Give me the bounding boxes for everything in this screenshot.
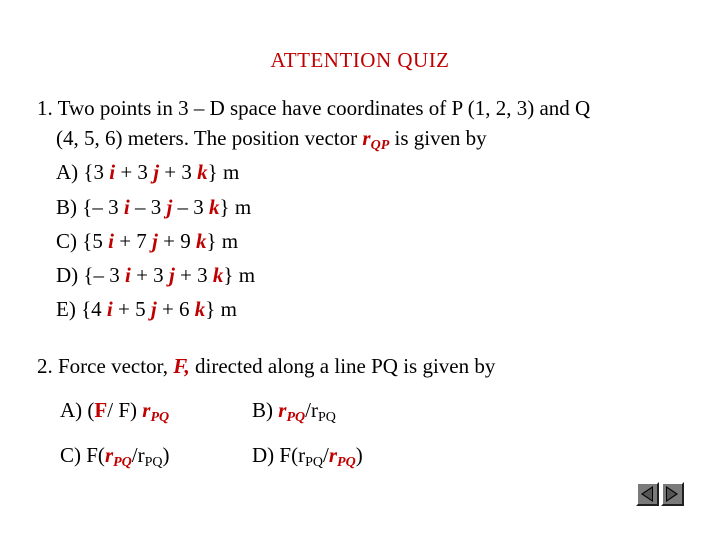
q1-option-c: C) {5 i + 7 j + 9 k} m bbox=[56, 229, 239, 253]
q1-option-e: E) {4 i + 5 j + 6 k} m bbox=[56, 297, 237, 321]
q2-option-d: D) $F(r_{PQ}/r_{PQ})$ bbox=[252, 443, 363, 470]
q1-option-a: A) {3 i + 3 j + 3 k} m bbox=[56, 160, 240, 184]
q2-option-b: B) $r_{PQ}/r_{PQ}$ bbox=[252, 398, 336, 425]
slide-navigation bbox=[636, 482, 684, 506]
q1-line-1 bbox=[37, 96, 590, 121]
force-vector-symbol: F, bbox=[173, 354, 190, 378]
forward-triangle-icon bbox=[663, 484, 682, 504]
q2-line: 2. Force vector, F, directed along a line PQ is given by bbox=[37, 354, 496, 378]
q2-option-c: C) $F(r_{PQ}/r_{PQ})$ bbox=[60, 443, 170, 470]
slide-title: ATTENTION QUIZ bbox=[270, 48, 450, 72]
q1-option-b: B) {– 3 i – 3 j – 3 k} m bbox=[56, 195, 252, 219]
q1-text-3: is given by bbox=[389, 126, 487, 150]
previous-slide-button[interactable] bbox=[636, 482, 659, 506]
q1-text-1: 1. Two points in 3 – D space have coordinates of P (1, 2, 3) and Q bbox=[37, 96, 591, 120]
position-vector-symbol: $r_{QP}$ bbox=[362, 126, 390, 153]
q1-text-2: (4, 5, 6) meters. The position vector bbox=[56, 126, 363, 150]
back-triangle-icon bbox=[638, 484, 657, 504]
q2-option-a: A) (F/ F) $r_{PQ}$ bbox=[60, 398, 170, 425]
next-slide-button[interactable] bbox=[661, 482, 684, 506]
q1-option-d: D) {– 3 i + 3 j + 3 k} m bbox=[56, 263, 256, 287]
q1-line-2 bbox=[56, 126, 487, 151]
